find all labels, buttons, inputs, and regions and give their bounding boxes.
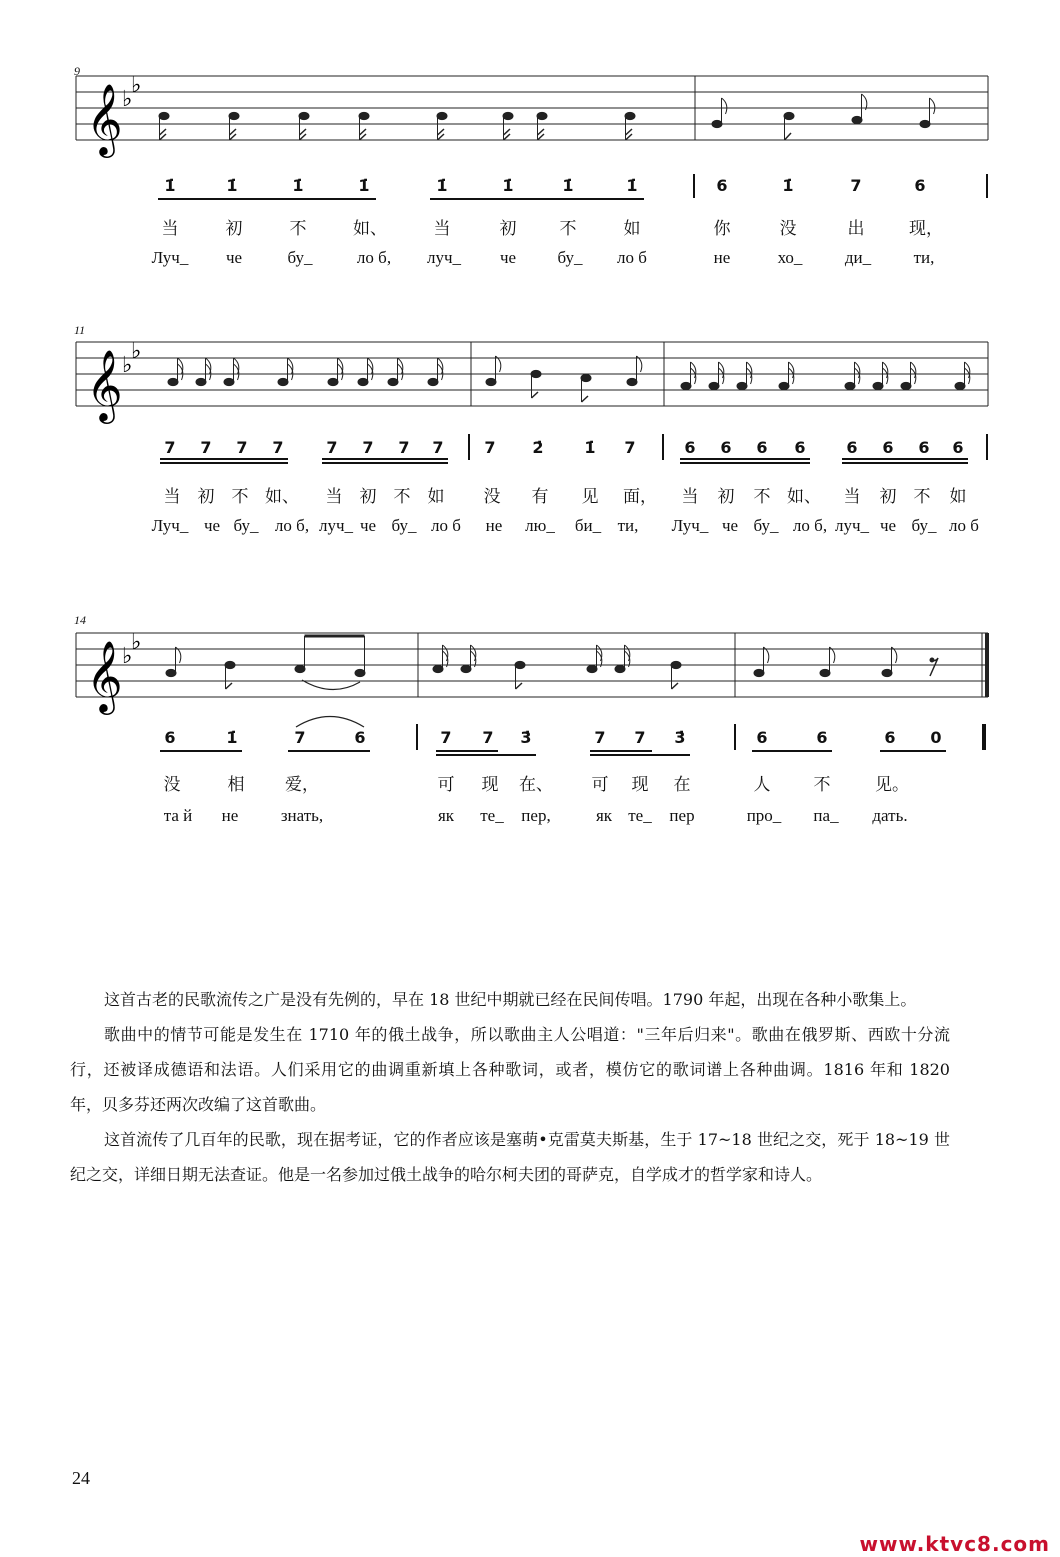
jianpu-note: 6 <box>952 438 964 457</box>
jianpu-note: 1̇ <box>436 176 448 195</box>
jianpu-note: 2̇ <box>532 438 544 457</box>
jianpu-note: 6 <box>164 728 176 747</box>
jianpu-note: 6 <box>884 728 896 747</box>
beam-underline <box>288 750 370 752</box>
paragraph: 这首古老的民歌流传之广是没有先例的，早在 18 世纪中期就已经在民间传唱。1790 年起，出现在各种小歌集上。 <box>104 990 917 1009</box>
lyric-syllable: те_ <box>480 806 504 825</box>
jianpu-note: 7 <box>634 728 646 747</box>
lyric-syllable: 不 <box>393 487 411 507</box>
svg-text:𝄞: 𝄞 <box>86 82 123 155</box>
lyric-syllable: 如、 <box>353 219 387 239</box>
lyric-syllable: 现 <box>631 775 649 795</box>
lyric-syllable: 如 <box>949 487 967 507</box>
lyric-syllable: луч_ <box>834 516 870 535</box>
jianpu-note: 7 <box>482 728 494 747</box>
jianpu-note: 7 <box>440 728 452 747</box>
lyric-syllable: 如 <box>623 219 641 239</box>
lyric-syllable: 当 <box>325 487 343 507</box>
lyric-syllable: 当 <box>163 487 181 507</box>
jianpu-note: 7 <box>484 438 496 457</box>
lyric-syllable: 不 <box>813 775 831 795</box>
lyric-syllable: Луч_ <box>151 248 189 267</box>
paragraph: 歌曲中的情节可能是发生在 1710 年的俄土战争，所以歌曲主人公唱道："三年后归来"。歌曲在俄罗斯、西欧十分流行，还被译成德语和法语。人们采用它的曲调重新填上各种歌词，或者，模仿它的歌词谱上各种曲调。1816 年和 1820 年，贝多芬还两次改编了这首歌曲。 <box>70 1025 950 1114</box>
jianpu-note: 1̇ <box>358 176 370 195</box>
lyric-syllable: 初 <box>879 487 897 507</box>
lyric-syllable: 不 <box>289 219 307 239</box>
lyric-syllable: лю_ <box>525 516 555 535</box>
page-number: 24 <box>72 1468 90 1488</box>
lyric-syllable: бу_ <box>391 516 417 535</box>
svg-text:♭: ♭ <box>122 353 133 378</box>
lyric-syllable: бу_ <box>557 248 583 267</box>
lyric-syllable: луч_ <box>426 248 462 267</box>
lyric-syllable: дать. <box>872 806 908 825</box>
lyric-syllable: 如、 <box>787 487 821 507</box>
lyric-syllable: ди_ <box>844 248 872 267</box>
lyric-syllable: би_ <box>574 516 602 535</box>
lyric-syllable: не <box>713 248 731 267</box>
jianpu-note: 1̇ <box>502 176 514 195</box>
lyric-syllable: 相 <box>227 775 245 795</box>
lyric-syllable: 初 <box>717 487 735 507</box>
jianpu-note: 3̇ <box>520 728 532 747</box>
lyric-syllable: 可 <box>437 775 455 795</box>
lyric-syllable: бу_ <box>233 516 259 535</box>
lyric-syllable: ло б, <box>356 248 392 267</box>
jianpu-note: 7 <box>294 728 306 747</box>
lyric-syllable: пер <box>669 806 695 825</box>
svg-text:♭: ♭ <box>122 644 133 669</box>
jianpu-note: 7 <box>398 438 410 457</box>
lyric-syllable: бу_ <box>911 516 937 535</box>
lyric-syllable: 见。 <box>875 775 909 795</box>
lyric-syllable: 没 <box>163 775 181 795</box>
lyric-syllable: че <box>225 248 243 267</box>
jianpu-note: 7 <box>236 438 248 457</box>
lyric-syllable: та й <box>163 806 193 825</box>
lyric-syllable: 没 <box>483 487 501 507</box>
jianpu-note: 7 <box>624 438 636 457</box>
jianpu-note: 6 <box>354 728 366 747</box>
lyric-syllable: Луч_ <box>151 516 189 535</box>
lyric-syllable: че <box>499 248 517 267</box>
jianpu-note: 6 <box>914 176 926 195</box>
lyric-syllable: че <box>879 516 897 535</box>
site-watermark: www.ktvc8.com <box>859 1532 1050 1556</box>
jianpu-note: 1̇ <box>226 176 238 195</box>
lyric-syllable: 当 <box>161 219 179 239</box>
lyric-syllable: знать, <box>280 806 324 825</box>
lyric-syllable: 初 <box>499 219 517 239</box>
svg-text:♭: ♭ <box>131 630 142 655</box>
lyric-syllable: 初 <box>359 487 377 507</box>
lyric-syllable: 面， <box>623 487 657 507</box>
measure-number: 11 <box>74 323 86 337</box>
barline <box>416 724 418 750</box>
paragraph: 这首流传了几百年的民歌，现在据考证，它的作者应该是塞萌•克雷莫夫斯基，生于 17~18 世纪之交，死于 18~19 世纪之交，详细日期无法查证。他是一名参加过俄土战争的哈尔柯夫团的哥萨克，自学成才的哲学家和诗人。 <box>70 1130 950 1184</box>
measure-number: 9 <box>74 64 80 78</box>
lyric-syllable: ло б <box>949 516 979 535</box>
beam-underline <box>752 750 832 752</box>
lyric-syllable: 当 <box>681 487 699 507</box>
lyric-syllable: 你 <box>713 219 731 239</box>
lyric-syllable: не <box>221 806 239 825</box>
jianpu-note: 6 <box>882 438 894 457</box>
final-barline <box>982 724 986 750</box>
lyric-syllable: ти, <box>617 516 639 535</box>
jianpu-note: 1̇ <box>164 176 176 195</box>
jianpu-note: 1̇ <box>562 176 574 195</box>
lyric-syllable: 初 <box>197 487 215 507</box>
svg-text:𝄞: 𝄞 <box>86 348 123 421</box>
lyric-syllable: че <box>359 516 377 535</box>
lyric-syllable: 现 <box>481 775 499 795</box>
jianpu-note: 1̇ <box>782 176 794 195</box>
lyric-syllable: ло б <box>431 516 461 535</box>
jianpu-note: 6 <box>720 438 732 457</box>
description-text <box>70 982 950 1192</box>
measure-number: 14 <box>74 613 86 627</box>
lyric-syllable: 在 <box>673 775 691 795</box>
jianpu-note: 7 <box>326 438 338 457</box>
barline <box>734 724 736 750</box>
lyric-syllable: 不 <box>753 487 771 507</box>
lyric-syllable: 如、 <box>265 487 299 507</box>
svg-text:♭: ♭ <box>122 87 133 112</box>
jianpu-note: 7 <box>272 438 284 457</box>
jianpu-note: 6 <box>794 438 806 457</box>
jianpu-note: 7 <box>432 438 444 457</box>
jianpu-note: 7 <box>362 438 374 457</box>
lyric-syllable: 人 <box>753 775 771 795</box>
lyric-syllable: як <box>437 806 455 825</box>
lyric-syllable: бу_ <box>287 248 313 267</box>
jianpu-note: 1̇ <box>226 728 238 747</box>
lyric-syllable: як <box>595 806 613 825</box>
jianpu-note: 7 <box>200 438 212 457</box>
beam-underline <box>590 750 652 752</box>
lyric-syllable: 如 <box>427 487 445 507</box>
lyric-syllable: ло б, <box>274 516 310 535</box>
jianpu-note: 7 <box>164 438 176 457</box>
jianpu-row <box>0 730 1060 770</box>
lyric-syllable: 不 <box>913 487 931 507</box>
lyric-syllable: ло б <box>617 248 647 267</box>
lyric-syllable: 不 <box>231 487 249 507</box>
jianpu-note: 3̇ <box>674 728 686 747</box>
jianpu-note: 1̇ <box>292 176 304 195</box>
beam-underline <box>436 750 498 752</box>
lyric-syllable: 当 <box>843 487 861 507</box>
lyric-syllable: 可 <box>591 775 609 795</box>
beam-underline <box>590 754 690 756</box>
beam-underline <box>160 750 242 752</box>
jianpu-note: 6 <box>756 728 768 747</box>
lyric-syllable: 有 <box>531 487 549 507</box>
jianpu-note: 6 <box>756 438 768 457</box>
jianpu-note: 6 <box>918 438 930 457</box>
svg-text:𝄞: 𝄞 <box>86 639 123 712</box>
jianpu-note: 7 <box>594 728 606 747</box>
jianpu-note: 0 <box>930 728 942 747</box>
lyric-syllable: ти, <box>913 248 935 267</box>
lyric-syllable: 见 <box>581 487 599 507</box>
lyric-syllable: хо_ <box>777 248 803 267</box>
lyric-syllable: про_ <box>746 806 782 825</box>
jianpu-note: 7 <box>850 176 862 195</box>
beam-underline <box>436 754 536 756</box>
lyric-syllable: 爱， <box>285 775 319 795</box>
lyric-syllable: 不 <box>559 219 577 239</box>
lyric-syllable: Луч_ <box>671 516 709 535</box>
jianpu-note: 6 <box>846 438 858 457</box>
lyric-syllable: не <box>485 516 503 535</box>
lyric-syllable: 出 <box>847 219 865 239</box>
lyric-syllable: 当 <box>433 219 451 239</box>
lyric-syllable: че <box>203 516 221 535</box>
lyric-syllable: па_ <box>813 806 839 825</box>
lyric-syllable: пер, <box>521 806 551 825</box>
lyric-syllable: 现， <box>909 219 943 239</box>
lyric-syllable: ло б, <box>792 516 828 535</box>
beam-underline <box>880 750 946 752</box>
lyric-syllable: те_ <box>628 806 652 825</box>
lyric-syllable: 没 <box>779 219 797 239</box>
lyric-syllable: луч_ <box>318 516 354 535</box>
lyric-syllable: 初 <box>225 219 243 239</box>
jianpu-note: 6 <box>816 728 828 747</box>
svg-text:♭: ♭ <box>131 339 142 364</box>
jianpu-note: 6 <box>716 176 728 195</box>
lyric-syllable: че <box>721 516 739 535</box>
lyric-syllable: 在、 <box>519 775 553 795</box>
jianpu-note: 1̇ <box>584 438 596 457</box>
staff-notation <box>0 0 1060 720</box>
jianpu-note: 1̇ <box>626 176 638 195</box>
lyric-syllable: бу_ <box>753 516 779 535</box>
svg-text:♭: ♭ <box>131 73 142 98</box>
jianpu-note: 6 <box>684 438 696 457</box>
